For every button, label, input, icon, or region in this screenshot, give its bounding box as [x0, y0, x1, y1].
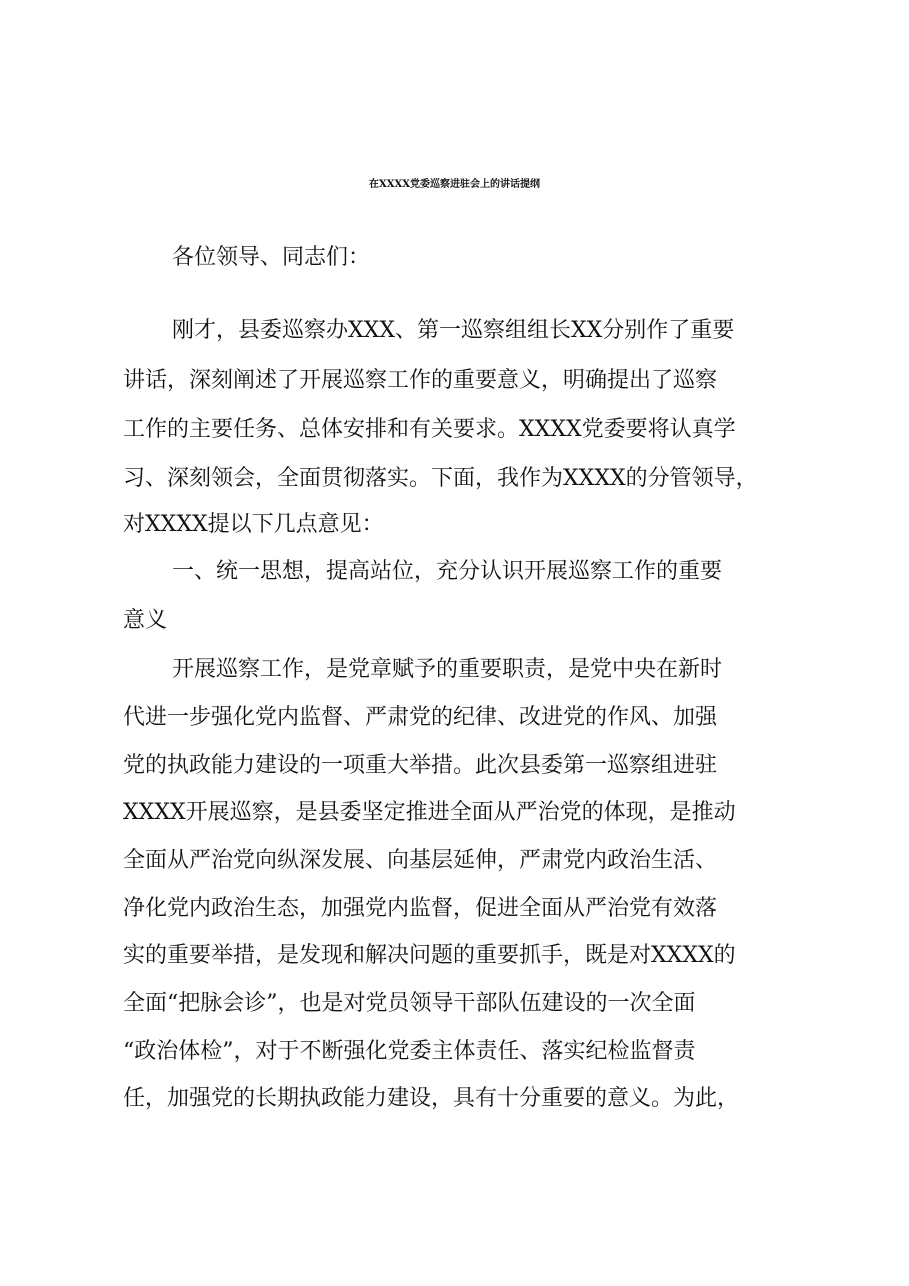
paragraph-line: 讲话，深刻阐述了开展巡察工作的重要意义，明确提出了巡察 [123, 368, 718, 393]
paragraph-line: 对XXXX提以下几点意见： [123, 512, 384, 537]
paragraph-line: 代进一步强化党内监督、严肃党的纪律、改进党的作风、加强 [123, 705, 718, 730]
paragraph-line: 工作的主要任务、总体安排和有关要求。XXXX党委要将认真学 [123, 417, 736, 442]
section-heading-line: 意义 [123, 608, 168, 633]
section-heading-line: 一、统一思想，提高站位，充分认识开展巡察工作的重要 [172, 559, 723, 584]
paragraph-line: 刚才，县委巡察办XXX、第一巡察组组长XX分别作了重要 [172, 318, 735, 343]
document-title: 在XXXX党委巡察进驻会上的讲话提纲 [368, 179, 541, 190]
salutation-line: 各位领导、同志们： [172, 245, 371, 270]
paragraph-line: 习、深刻领会，全面贯彻落实。下面，我作为XXXX的分管领导， [123, 466, 758, 491]
paragraph-line: XXXX开展巡察，是县委坚定推进全面从严治党的体现，是推动 [123, 800, 736, 825]
paragraph-line: 实的重要举措，是发现和解决问题的重要抓手，既是对XXXX的 [123, 943, 736, 968]
paragraph-line: 净化党内政治生态，加强党内监督，促进全面从严治党有效落 [123, 896, 718, 921]
paragraph-line: 全面从严治党向纵深发展、向基层延伸，严肃党内政治生活、 [123, 848, 718, 873]
paragraph-line: 全面“把脉会诊”，也是对党员领导干部队伍建设的一次全面 [123, 991, 696, 1016]
paragraph-line: 任，加强党的长期执政能力建设，具有十分重要的意义。为此， [123, 1086, 740, 1111]
paragraph-line: 开展巡察工作，是党章赋予的重要职责，是党中央在新时 [172, 657, 723, 682]
paragraph-line: “政治体检”，对于不断强化党委主体责任、落实纪检监督责 [123, 1039, 696, 1064]
paragraph-line: 党的执政能力建设的一项重大举措。此次县委第一巡察组进驻 [123, 753, 718, 778]
